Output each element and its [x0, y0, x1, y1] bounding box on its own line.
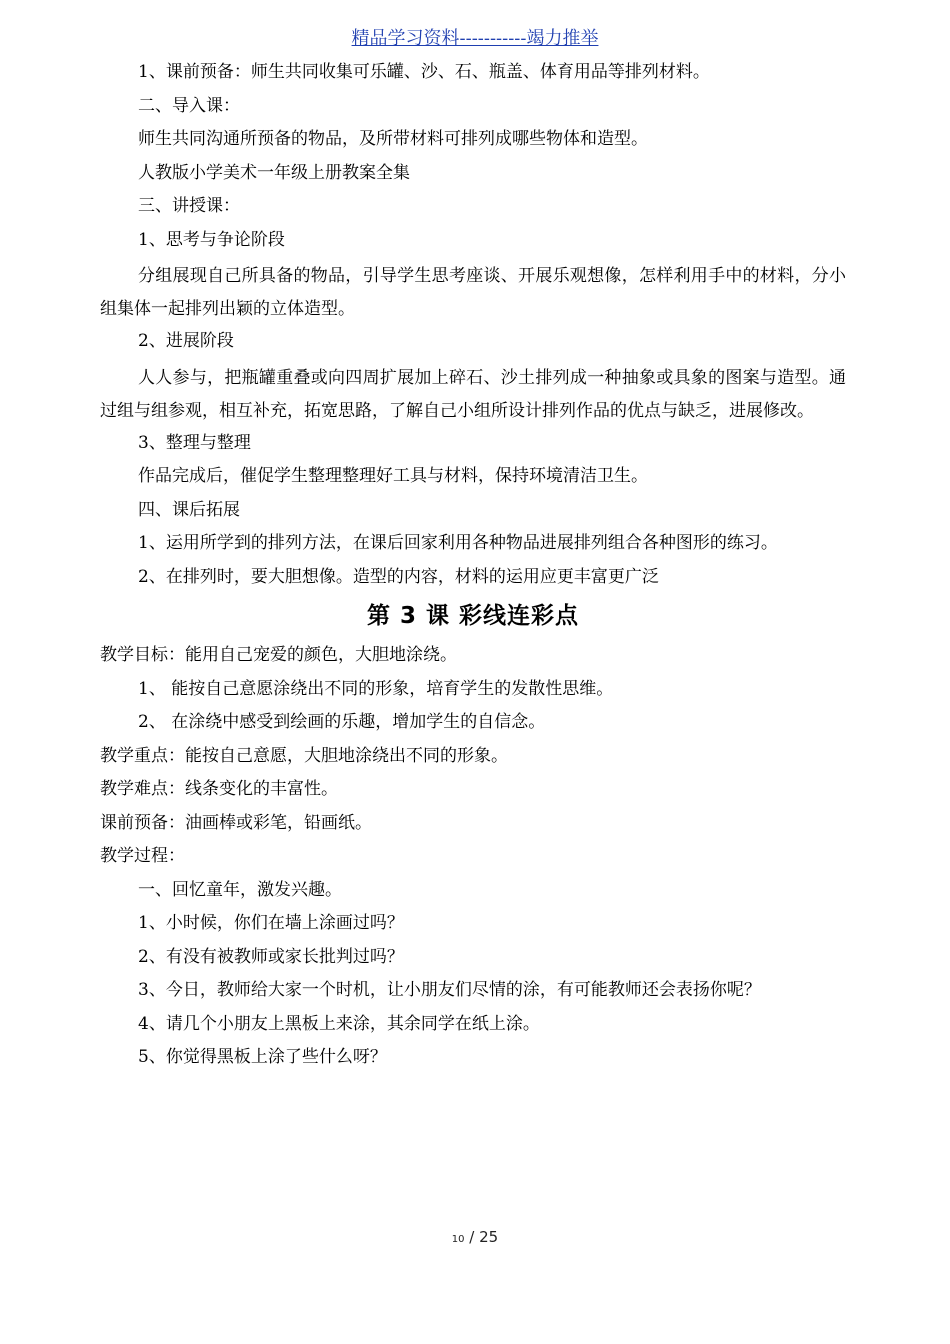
paragraph: 2、进展阶段 — [138, 331, 234, 351]
section-heading: 二、导入课： — [138, 95, 240, 116]
list-item: 1、 能按自己意愿涂绕出不同的形象，培育学生的发散性思维。 — [138, 678, 614, 699]
list-item: 5、你觉得黑板上涂了些什么呀？ — [138, 1047, 387, 1067]
paragraph: 人教版小学美术一年级上册教案全集 — [138, 162, 410, 183]
page-separator: / — [469, 1228, 475, 1246]
paragraph: 教学目标：能用自己宠爱的颜色，大胆地涂绕。 — [100, 645, 457, 665]
paragraph: 作品完成后，催促学生整理整理好工具与材料，保持环境清洁卫生。 — [138, 466, 648, 486]
list-item: 2、 在涂绕中感受到绘画的乐趣，增加学生的自信念。 — [138, 712, 546, 732]
paragraph: 2、在排列时，要大胆想像。造型的内容，材料的运用应更丰富更广泛 — [138, 566, 659, 587]
lesson-title: 第 3 课 彩线连彩点 — [366, 603, 580, 629]
paragraph: 教学难点：线条变化的丰富性。 — [100, 779, 338, 799]
current-page-number: 10 — [451, 1234, 465, 1245]
page-header: 精品学习资料-----------竭力推举 — [351, 28, 599, 49]
section-heading: 三、讲授课： — [138, 196, 240, 216]
list-item: 4、请几个小朋友上黑板上来涂，其余同学在纸上涂。 — [138, 1013, 540, 1034]
paragraph: 3、整理与整理 — [138, 432, 251, 453]
paragraph: 1、运用所学到的排列方法，在课后回家利用各种物品进展排列组合各种图形的练习。 — [138, 533, 778, 553]
document-body — [100, 59, 846, 1078]
paragraph: 1、课前预备：师生共同收集可乐罐、沙、石、瓶盖、体育用品等排列材料。 — [138, 62, 710, 82]
paragraph: 课前预备：油画棒或彩笔，铅画纸。 — [100, 812, 372, 833]
paragraph: 分组展现自己所具备的物品，引导学生思考座谈、开展乐观想像，怎样利用手中的材料，分小组集体一起排列出颖的立体造型。 — [100, 266, 846, 319]
paragraph: 人人参与，把瓶罐重叠或向四周扩展加上碎石、沙土排列成一种抽象或具象的图案与造型。通过组与组参观，相互补充，拓宽思路，了解自己小组所设计排列作品的优点与缺乏，进展修改。 — [100, 367, 846, 421]
section-heading: 教学过程： — [100, 846, 185, 866]
total-pages: 25 — [479, 1228, 499, 1246]
paragraph: 一、回忆童年，激发兴趣。 — [138, 879, 342, 900]
section-heading: 四、课后拓展 — [138, 499, 240, 520]
paragraph: 师生共同沟通所预备的物品，及所带材料可排列成哪些物体和造型。 — [138, 129, 648, 149]
paragraph: 1、思考与争论阶段 — [138, 229, 285, 250]
list-item: 1、小时候，你们在墙上涂画过吗？ — [138, 913, 404, 933]
page-number — [0, 1228, 950, 1246]
list-item: 2、有没有被教师或家长批判过吗？ — [138, 946, 404, 967]
list-item: 3、今日，教师给大家一个时机，让小朋友们尽情的涂，有可能教师还会表扬你呢？ — [138, 980, 761, 1000]
paragraph: 教学重点：能按自己意愿，大胆地涂绕出不同的形象。 — [100, 745, 508, 766]
